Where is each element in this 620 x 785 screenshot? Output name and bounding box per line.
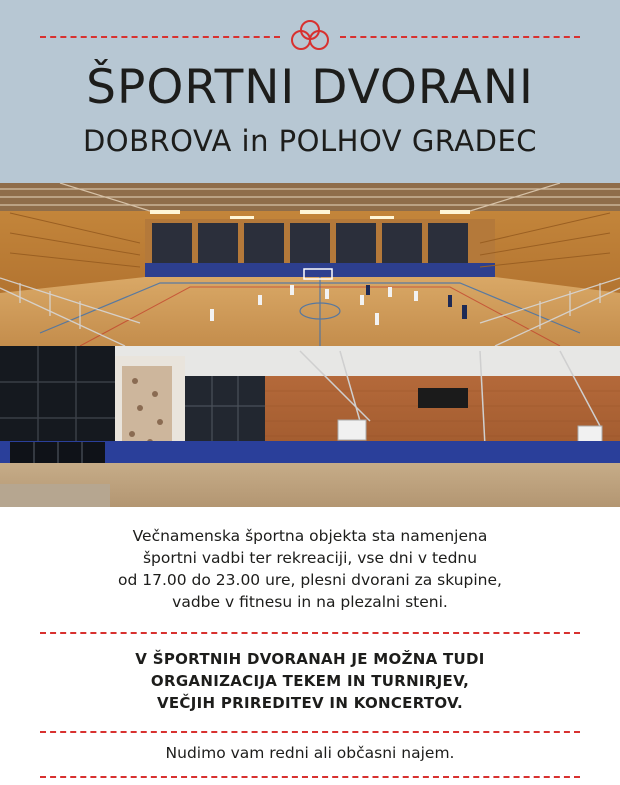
three-rings-logo-icon [285, 18, 335, 54]
divider-left [40, 36, 280, 38]
rental-text: Nudimo vam redni ali občasni najem. [165, 744, 455, 762]
divider-right [340, 36, 580, 38]
rental-paragraph [0, 742, 620, 764]
page-title: ŠPORTNI DVORANI [86, 60, 534, 115]
header-banner [0, 0, 620, 183]
info-line: Večnamenska športna objekta sta namenjena [132, 527, 488, 545]
highlight-line: V ŠPORTNIH DVORANAH JE MOŽNA TUDI [135, 650, 485, 668]
highlight-paragraph [0, 648, 620, 714]
sports-hall-panorama-image [0, 183, 620, 346]
info-line: od 17.00 do 23.00 ure, plesni dvorani za skupine, [118, 571, 502, 589]
highlight-line: ORGANIZACIJA TEKEM IN TURNIRJEV, [150, 672, 470, 690]
info-line: športni vadbi ter rekreaciji, vse dni v tednu [142, 549, 478, 567]
page-subtitle: DOBROVA in POLHOV GRADEC [82, 124, 538, 158]
divider [40, 731, 580, 733]
info-paragraph [0, 525, 620, 613]
divider [40, 776, 580, 778]
sports-hall-interior-image [0, 346, 620, 507]
info-line: vadbe v fitnesu in na plezalni steni. [172, 593, 448, 611]
highlight-line: VEČJIH PRIREDITEV IN KONCERTOV. [156, 694, 464, 712]
divider [40, 632, 580, 634]
